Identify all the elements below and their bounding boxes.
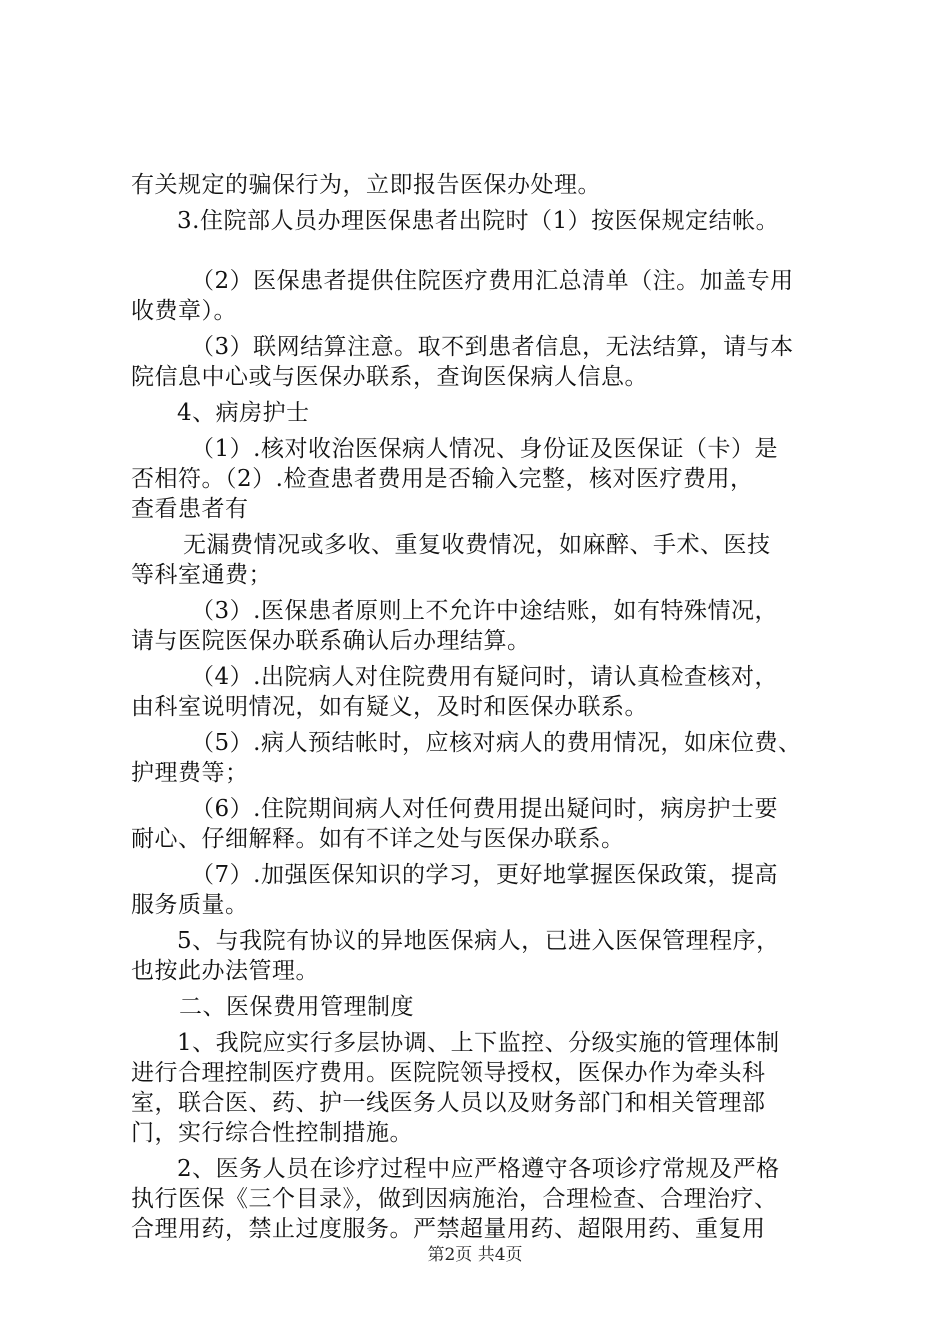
text-line: 护理费等； (131, 760, 249, 786)
text-line: （6）.住院期间病人对任何费用提出疑问时，病房护士要 (191, 796, 778, 822)
text-line: 无漏费情况或多收、重复收费情况，如麻醉、手术、医技 (183, 532, 771, 558)
section-heading: 二、医保费用管理制度 (179, 994, 414, 1020)
text-line: 等科室通费； (131, 562, 272, 588)
text-line: 5、与我院有协议的异地医保病人，已进入医保管理程序， (177, 928, 780, 954)
text-line: （3）联网结算注意。取不到患者信息，无法结算，请与本 (191, 334, 794, 360)
text-line: 3.住院部人员办理医保患者出院时（1）按医保规定结帐。 (177, 208, 780, 234)
text-line: 查看患者有 (131, 496, 249, 522)
text-line: 也按此办法管理。 (131, 958, 319, 984)
text-line: 收费章）。 (131, 298, 237, 324)
text-line: 4、病房护士 (177, 400, 310, 426)
page-footer: 第2页 共4页 (427, 1245, 523, 1265)
text-line: 院信息中心或与医保办联系，查询医保病人信息。 (131, 364, 648, 390)
text-line: 进行合理控制医疗费用。医院院领导授权，医保办作为牵头科 (131, 1060, 766, 1086)
text-line: （3）.医保患者原则上不允许中途结账，如有特殊情况， (191, 598, 778, 624)
text-line: 服务质量。 (131, 892, 249, 918)
text-line: 2、医务人员在诊疗过程中应严格遵守各项诊疗常规及严格 (177, 1156, 780, 1182)
text-line: 执行医保《三个目录》，做到因病施治，合理检查、合理治疗、 (131, 1186, 778, 1212)
text-line: 合理用药，禁止过度服务。严禁超量用药、超限用药、重复用 (131, 1216, 766, 1242)
text-line: （7）.加强医保知识的学习，更好地掌握医保政策，提高 (191, 862, 778, 888)
text-line: （4）.出院病人对住院费用有疑问时，请认真检查核对， (191, 664, 778, 690)
text-line: （5）.病人预结帐时，应核对病人的费用情况，如床位费、 (191, 730, 802, 756)
text-line: 请与医院医保办联系确认后办理结算。 (131, 628, 531, 654)
text-line: （2）医保患者提供住院医疗费用汇总清单（注。加盖专用 (191, 268, 794, 294)
text-line: 1、我院应实行多层协调、上下监控、分级实施的管理体制 (177, 1030, 780, 1056)
text-line: 室，联合医、药、护一线医务人员以及财务部门和相关管理部 (131, 1090, 766, 1116)
text-line: （1）.核对收治医保病人情况、身份证及医保证（卡）是 (191, 436, 778, 462)
text-line: 有关规定的骗保行为，立即报告医保办处理。 (131, 172, 601, 198)
text-line: 门，实行综合性控制措施。 (131, 1120, 413, 1146)
text-line: 耐心、仔细解释。如有不详之处与医保办联系。 (131, 826, 625, 852)
document-body (131, 170, 836, 1244)
text-line: 否相符。（2）.检查患者费用是否输入完整，核对医疗费用， (131, 466, 754, 492)
text-line: 由科室说明情况，如有疑义，及时和医保办联系。 (131, 694, 648, 720)
